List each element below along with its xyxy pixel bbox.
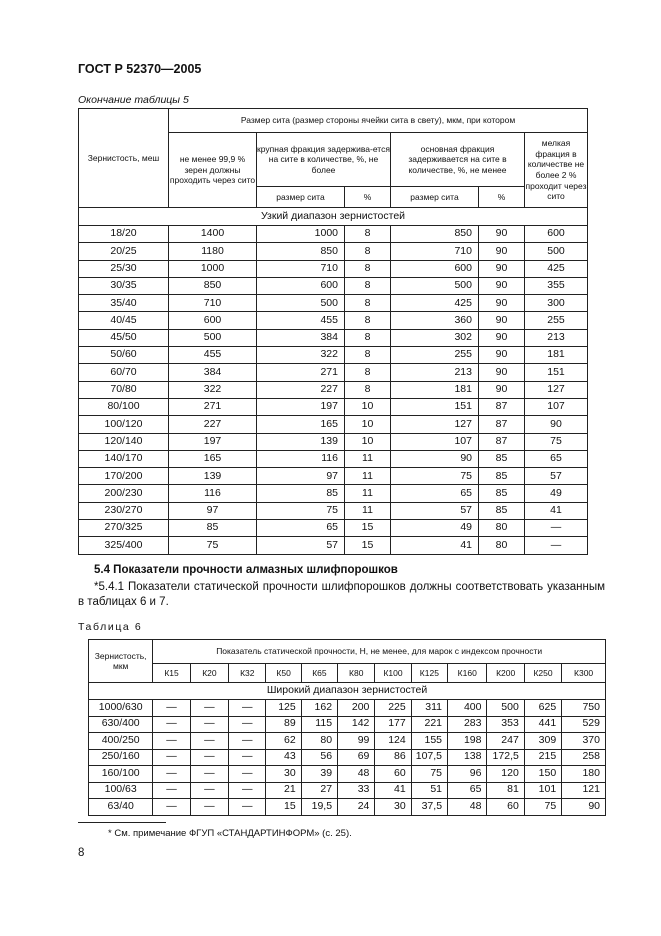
t5-cell: 255 — [391, 347, 479, 364]
t6-cell: 27 — [301, 782, 337, 799]
t5-cell: 49 — [525, 485, 588, 502]
t5-cell: 60/70 — [79, 364, 169, 381]
table-row — [79, 433, 588, 450]
t5-cell: 170/200 — [79, 468, 169, 485]
footnote-separator — [78, 822, 166, 823]
t6-cell: 400/250 — [89, 733, 153, 750]
t5-cell: 87 — [479, 433, 525, 450]
t6-cell: 63/40 — [89, 799, 153, 816]
table-row — [79, 295, 588, 312]
t5-cell: 15 — [345, 520, 391, 537]
t5-cell: 8 — [345, 381, 391, 398]
t5-cell: 85 — [169, 520, 257, 537]
t5-cell: 127 — [525, 381, 588, 398]
t6-cell: 41 — [375, 782, 411, 799]
t5-cell: 500 — [257, 295, 345, 312]
table-row — [89, 749, 606, 766]
t6-cell: 1000/630 — [89, 700, 153, 717]
t6-cell: 529 — [562, 716, 606, 733]
t5-cell: 140/170 — [79, 450, 169, 467]
t5-cell: 8 — [345, 226, 391, 243]
t6-cell: — — [190, 749, 228, 766]
page-number: 8 — [78, 847, 85, 859]
t5-cell: 80/100 — [79, 398, 169, 415]
t6-cell: 172,5 — [487, 749, 524, 766]
t5-sub-size-main: размер сита — [391, 187, 479, 208]
t5-cell: 600 — [391, 260, 479, 277]
t6-cell: 48 — [338, 766, 375, 783]
table-row — [89, 733, 606, 750]
t5-cell: 139 — [169, 468, 257, 485]
t6-cell: 120 — [487, 766, 524, 783]
t6-cell: 500 — [487, 700, 524, 717]
t6-cell: 200 — [338, 700, 375, 717]
t5-cell: 107 — [525, 398, 588, 415]
t6-cell: 221 — [411, 716, 447, 733]
t6-mark-header: К250 — [524, 664, 561, 683]
t5-cell: 65 — [525, 450, 588, 467]
t5-cell: 15 — [345, 537, 391, 554]
t5-cell: 8 — [345, 260, 391, 277]
t6-cell: — — [190, 766, 228, 783]
t5-cell: 90 — [479, 364, 525, 381]
t6-cell: 75 — [524, 799, 561, 816]
t6-cell: 96 — [448, 766, 487, 783]
table-row — [79, 468, 588, 485]
t5-cell: 360 — [391, 312, 479, 329]
t6-cell: — — [229, 782, 266, 799]
t5-cell: 230/270 — [79, 502, 169, 519]
t5-cell: 70/80 — [79, 381, 169, 398]
t5-cell: 151 — [525, 364, 588, 381]
t6-mark-header: К160 — [448, 664, 487, 683]
t5-cell: 11 — [345, 502, 391, 519]
t5-cell: 90 — [479, 226, 525, 243]
table-row — [79, 312, 588, 329]
t6-cell: 311 — [411, 700, 447, 717]
t5-cell: 80 — [479, 537, 525, 554]
t5-cell: 8 — [345, 329, 391, 346]
t5-cell: 455 — [257, 312, 345, 329]
table-row — [79, 537, 588, 554]
t5-cell: 8 — [345, 312, 391, 329]
t6-cell: — — [153, 700, 190, 717]
t5-cell: 127 — [391, 416, 479, 433]
t5-cell: 57 — [525, 468, 588, 485]
t5-cell: 10 — [345, 398, 391, 415]
section-5-4-heading: 5.4 Показатели прочности алмазных шлифпорошков — [94, 564, 398, 576]
t6-cell: — — [190, 799, 228, 816]
t5-header-coarse: крупная фракция задержива-ется на сите в количестве, %, не более — [257, 133, 391, 187]
t6-cell: — — [229, 716, 266, 733]
t6-cell: 115 — [301, 716, 337, 733]
t5-cell: 1000 — [169, 260, 257, 277]
t6-cell: 24 — [338, 799, 375, 816]
t5-cell: 197 — [169, 433, 257, 450]
t6-cell: 69 — [338, 749, 375, 766]
t6-cell: 21 — [266, 782, 301, 799]
document-header: ГОСТ Р 52370—2005 — [78, 62, 202, 76]
t5-cell: 45/50 — [79, 329, 169, 346]
t6-mark-header: К32 — [229, 664, 266, 683]
t6-cell: 162 — [301, 700, 337, 717]
t5-cell: 75 — [169, 537, 257, 554]
table-row — [79, 520, 588, 537]
t5-cell: 10 — [345, 416, 391, 433]
t5-cell: 85 — [479, 502, 525, 519]
t6-cell: 150 — [524, 766, 561, 783]
t6-cell: 283 — [448, 716, 487, 733]
t5-cell: 322 — [257, 347, 345, 364]
t5-cell: 165 — [169, 450, 257, 467]
t5-cell: 75 — [257, 502, 345, 519]
t6-mark-header: К20 — [190, 664, 228, 683]
t5-cell: 90 — [479, 312, 525, 329]
t5-cell: 90 — [479, 277, 525, 294]
table-row — [79, 398, 588, 415]
t5-cell: — — [525, 520, 588, 537]
t6-cell: — — [190, 733, 228, 750]
t5-cell: 90 — [525, 416, 588, 433]
t6-cell: 33 — [338, 782, 375, 799]
t5-cell: 384 — [169, 364, 257, 381]
t5-section-narrow: Узкий диапазон зернистостей — [79, 208, 588, 226]
table-row — [89, 782, 606, 799]
t5-cell: 85 — [257, 485, 345, 502]
t6-cell: 125 — [266, 700, 301, 717]
t5-cell: 41 — [391, 537, 479, 554]
t6-cell: 258 — [562, 749, 606, 766]
t5-sub-pct-main: % — [479, 187, 525, 208]
t6-cell: — — [153, 782, 190, 799]
t6-cell: 630/400 — [89, 716, 153, 733]
t6-cell: 30 — [266, 766, 301, 783]
t5-cell: 87 — [479, 398, 525, 415]
t5-cell: 75 — [525, 433, 588, 450]
t6-cell: 353 — [487, 716, 524, 733]
t5-cell: — — [525, 537, 588, 554]
table-row — [79, 416, 588, 433]
t5-cell: 271 — [257, 364, 345, 381]
t6-cell: 30 — [375, 799, 411, 816]
t6-mark-header: К80 — [338, 664, 375, 683]
table5-continuation-caption: Окончание таблицы 5 — [78, 94, 189, 106]
table-row — [89, 700, 606, 717]
t6-cell: 60 — [487, 799, 524, 816]
t5-cell: 500 — [391, 277, 479, 294]
t6-mark-header: К15 — [153, 664, 190, 683]
t6-cell: 180 — [562, 766, 606, 783]
t5-cell: 97 — [169, 502, 257, 519]
t5-cell: 90 — [479, 295, 525, 312]
t5-cell: 85 — [479, 485, 525, 502]
t6-mark-header: К65 — [301, 664, 337, 683]
t6-cell: 750 — [562, 700, 606, 717]
t5-cell: 11 — [345, 485, 391, 502]
t6-mark-header: К100 — [375, 664, 411, 683]
t6-cell: 138 — [448, 749, 487, 766]
t5-cell: 600 — [169, 312, 257, 329]
t6-cell: 177 — [375, 716, 411, 733]
t6-mark-header: К200 — [487, 664, 524, 683]
table-row — [89, 766, 606, 783]
t5-cell: 8 — [345, 243, 391, 260]
t5-cell: 97 — [257, 468, 345, 485]
t5-cell: 90 — [479, 260, 525, 277]
t6-cell: 56 — [301, 749, 337, 766]
t6-cell: 86 — [375, 749, 411, 766]
t6-cell: 90 — [562, 799, 606, 816]
t5-cell: 850 — [169, 277, 257, 294]
t5-cell: 710 — [391, 243, 479, 260]
t6-mark-header: К50 — [266, 664, 301, 683]
t6-cell: 625 — [524, 700, 561, 717]
t5-cell: 49 — [391, 520, 479, 537]
table-row — [79, 502, 588, 519]
t5-cell: 355 — [525, 277, 588, 294]
table-row — [79, 347, 588, 364]
t5-cell: 107 — [391, 433, 479, 450]
t5-cell: 165 — [257, 416, 345, 433]
t6-cell: 37,5 — [411, 799, 447, 816]
t5-cell: 270/325 — [79, 520, 169, 537]
t5-cell: 41 — [525, 502, 588, 519]
table6-caption: Таблица 6 — [78, 621, 143, 633]
t6-cell: 124 — [375, 733, 411, 750]
t6-cell: — — [229, 766, 266, 783]
t5-cell: 50/60 — [79, 347, 169, 364]
t5-cell: 116 — [257, 450, 345, 467]
t5-cell: 90 — [479, 347, 525, 364]
t5-cell: 213 — [391, 364, 479, 381]
t5-cell: 116 — [169, 485, 257, 502]
t5-cell: 500 — [525, 243, 588, 260]
t5-cell: 85 — [479, 450, 525, 467]
t5-cell: 57 — [391, 502, 479, 519]
t5-cell: 11 — [345, 450, 391, 467]
t5-cell: 80 — [479, 520, 525, 537]
t5-cell: 8 — [345, 295, 391, 312]
t5-cell: 20/25 — [79, 243, 169, 260]
t5-cell: 10 — [345, 433, 391, 450]
t6-cell: 15 — [266, 799, 301, 816]
t5-cell: 322 — [169, 381, 257, 398]
t5-cell: 181 — [525, 347, 588, 364]
t5-cell: 40/45 — [79, 312, 169, 329]
t5-cell: 139 — [257, 433, 345, 450]
t5-cell: 151 — [391, 398, 479, 415]
table-row — [79, 277, 588, 294]
t5-cell: 300 — [525, 295, 588, 312]
t6-cell: 89 — [266, 716, 301, 733]
t6-cell: 39 — [301, 766, 337, 783]
t6-cell: 107,5 — [411, 749, 447, 766]
t6-cell: — — [153, 716, 190, 733]
t5-cell: 65 — [391, 485, 479, 502]
t5-cell: 25/30 — [79, 260, 169, 277]
table-row — [79, 381, 588, 398]
t6-cell: 400 — [448, 700, 487, 717]
t5-cell: 425 — [525, 260, 588, 277]
t5-cell: 213 — [525, 329, 588, 346]
t5-cell: 710 — [257, 260, 345, 277]
t5-cell: 181 — [391, 381, 479, 398]
t5-sub-pct-coarse: % — [345, 187, 391, 208]
table-6 — [88, 639, 606, 816]
t6-cell: — — [190, 716, 228, 733]
t6-cell: 215 — [524, 749, 561, 766]
t6-cell: 101 — [524, 782, 561, 799]
t5-cell: 100/120 — [79, 416, 169, 433]
t6-cell: 441 — [524, 716, 561, 733]
t6-cell: 100/63 — [89, 782, 153, 799]
t5-cell: 90 — [479, 329, 525, 346]
table-row — [89, 716, 606, 733]
table-5 — [78, 108, 588, 555]
t6-cell: 225 — [375, 700, 411, 717]
t5-cell: 90 — [479, 243, 525, 260]
t6-cell: 142 — [338, 716, 375, 733]
t5-cell: 850 — [391, 226, 479, 243]
table-row — [79, 226, 588, 243]
t5-cell: 18/20 — [79, 226, 169, 243]
t5-cell: 384 — [257, 329, 345, 346]
t5-cell: 600 — [257, 277, 345, 294]
t6-cell: 65 — [448, 782, 487, 799]
t6-cell: — — [153, 749, 190, 766]
t5-header-sieve: Размер сита (размер стороны ячейки сита в свету), мкм, при котором — [169, 109, 588, 133]
t5-sub-size-coarse: размер сита — [257, 187, 345, 208]
t5-cell: 600 — [525, 226, 588, 243]
t5-cell: 325/400 — [79, 537, 169, 554]
t6-mark-header: К125 — [411, 664, 447, 683]
t5-cell: 85 — [479, 468, 525, 485]
t6-cell: 160/100 — [89, 766, 153, 783]
t6-cell: 60 — [375, 766, 411, 783]
table-row — [79, 260, 588, 277]
t5-cell: 710 — [169, 295, 257, 312]
t5-cell: 8 — [345, 364, 391, 381]
t5-header-grit: Зернистость, меш — [79, 109, 169, 208]
t6-mark-header: К300 — [562, 664, 606, 683]
t6-cell: 80 — [301, 733, 337, 750]
t5-cell: 11 — [345, 468, 391, 485]
paragraph-5-4-1: *5.4.1 Показатели статической прочности шлифпорошков должны соответствовать указанным в таблицах 6 и 7. — [78, 581, 605, 608]
t5-cell: 1180 — [169, 243, 257, 260]
t6-cell: — — [190, 782, 228, 799]
t6-section-wide: Широкий диапазон зернистостей — [89, 683, 606, 700]
t6-cell: — — [153, 733, 190, 750]
t5-cell: 120/140 — [79, 433, 169, 450]
t5-cell: 255 — [525, 312, 588, 329]
t6-cell: — — [229, 749, 266, 766]
t6-cell: 62 — [266, 733, 301, 750]
t5-cell: 227 — [257, 381, 345, 398]
table-row — [79, 450, 588, 467]
table-row — [89, 799, 606, 816]
t6-cell: 370 — [562, 733, 606, 750]
t6-cell: 247 — [487, 733, 524, 750]
t5-cell: 302 — [391, 329, 479, 346]
table-row — [79, 243, 588, 260]
t5-header-fine: мелкая фракция в количестве не более 2 % проходит через сито — [525, 133, 588, 208]
t6-cell: 155 — [411, 733, 447, 750]
t6-cell: 43 — [266, 749, 301, 766]
t5-cell: 65 — [257, 520, 345, 537]
t5-cell: 455 — [169, 347, 257, 364]
table-row — [79, 364, 588, 381]
t5-cell: 425 — [391, 295, 479, 312]
t5-cell: 271 — [169, 398, 257, 415]
t5-cell: 850 — [257, 243, 345, 260]
t5-cell: 90 — [479, 381, 525, 398]
t6-cell: 198 — [448, 733, 487, 750]
table-row — [79, 329, 588, 346]
t6-cell: — — [153, 766, 190, 783]
t6-cell: 19,5 — [301, 799, 337, 816]
t6-cell: — — [229, 700, 266, 717]
t6-cell: 48 — [448, 799, 487, 816]
footnote: * См. примечание ФГУП «СТАНДАРТИНФОРМ» (с. 25). — [108, 828, 352, 839]
t5-cell: 8 — [345, 277, 391, 294]
t5-cell: 30/35 — [79, 277, 169, 294]
t5-header-pass: не менее 99,9 % зерен должны проходить через сито — [169, 133, 257, 208]
table-row — [79, 485, 588, 502]
t5-cell: 57 — [257, 537, 345, 554]
t5-cell: 1400 — [169, 226, 257, 243]
t6-cell: — — [153, 799, 190, 816]
t6-cell: 51 — [411, 782, 447, 799]
t5-cell: 87 — [479, 416, 525, 433]
t5-cell: 200/230 — [79, 485, 169, 502]
t6-cell: 121 — [562, 782, 606, 799]
t5-cell: 90 — [391, 450, 479, 467]
t6-cell: 75 — [411, 766, 447, 783]
t5-header-main: основная фракция задерживается на сите в количестве, %, не менее — [391, 133, 525, 187]
t6-cell: 309 — [524, 733, 561, 750]
t6-cell: 250/160 — [89, 749, 153, 766]
t6-cell: 99 — [338, 733, 375, 750]
t6-cell: — — [229, 799, 266, 816]
t6-cell: 81 — [487, 782, 524, 799]
t5-cell: 227 — [169, 416, 257, 433]
t6-cell: — — [229, 733, 266, 750]
t5-cell: 1000 — [257, 226, 345, 243]
t6-header-strength: Показатель статической прочности, Н, не менее, для марок с индексом прочности — [153, 640, 606, 664]
t5-cell: 500 — [169, 329, 257, 346]
t6-header-grit: Зернистость, мкм — [89, 640, 153, 683]
t5-cell: 8 — [345, 347, 391, 364]
t5-cell: 75 — [391, 468, 479, 485]
t6-cell: — — [190, 700, 228, 717]
t5-cell: 35/40 — [79, 295, 169, 312]
t5-cell: 197 — [257, 398, 345, 415]
